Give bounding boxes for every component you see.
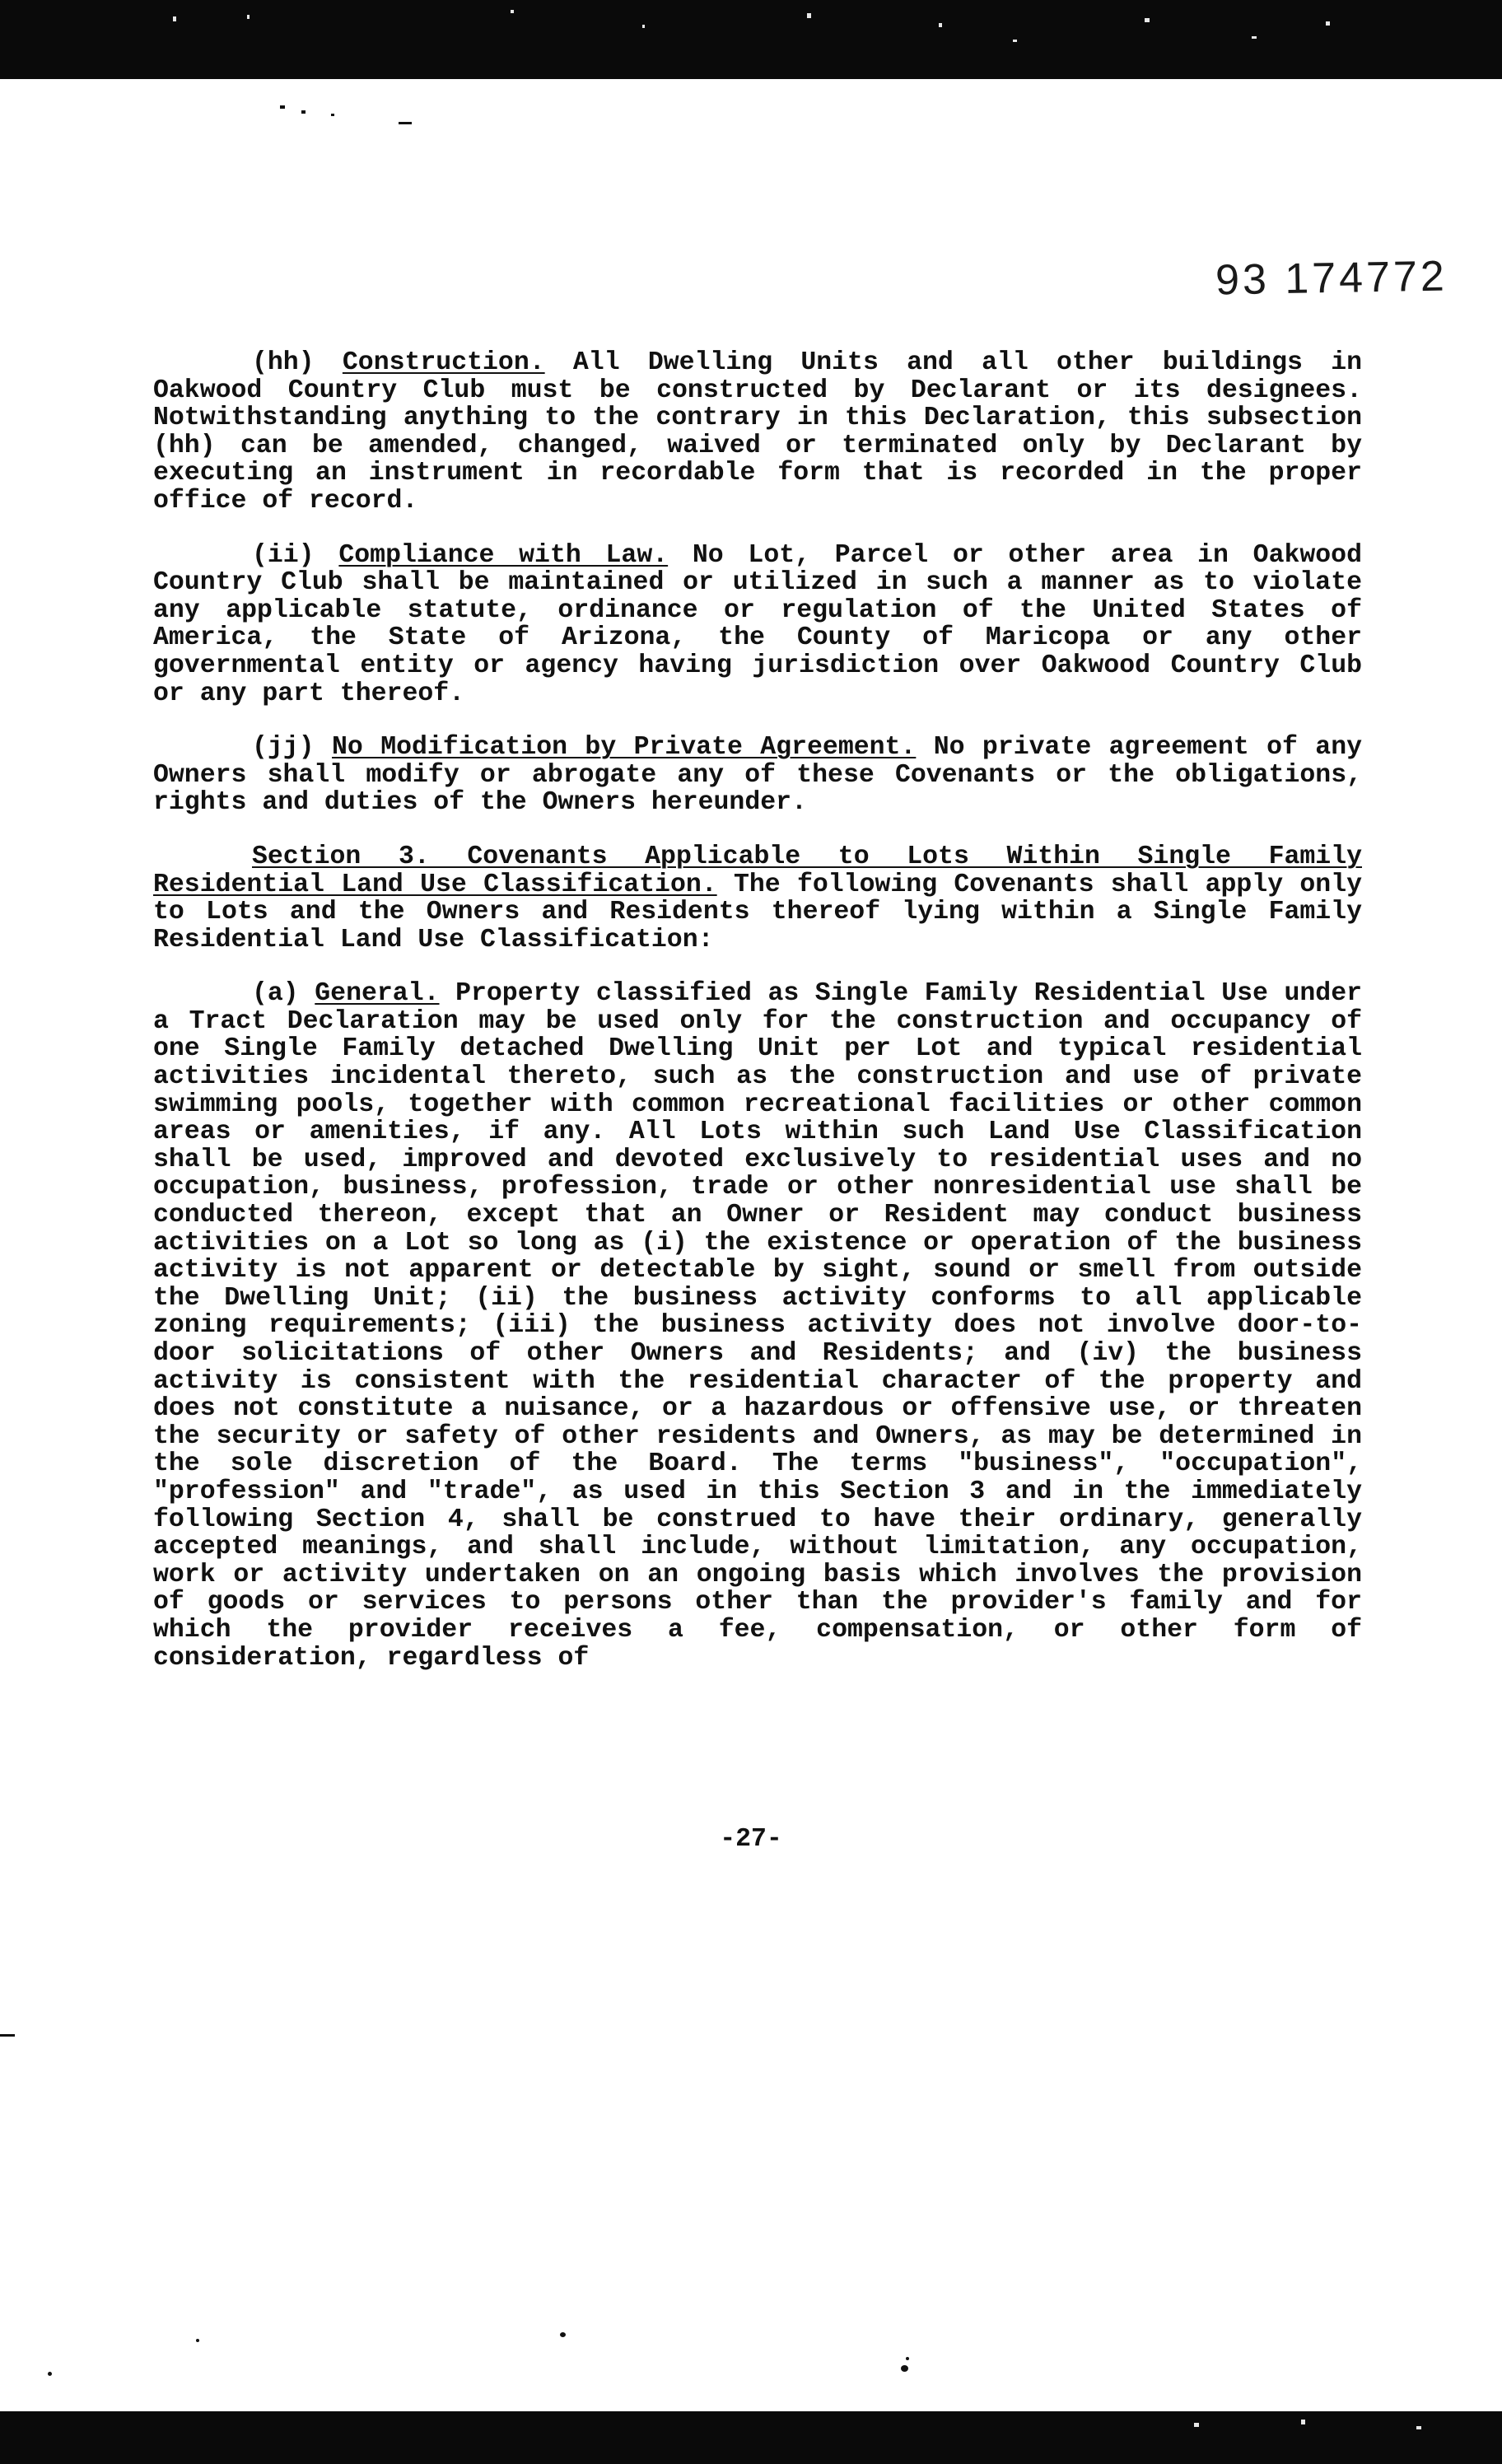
section-3-intro [153, 843, 1362, 954]
paragraph-ii [153, 542, 1362, 708]
paragraph-heading: Construction. [342, 348, 545, 377]
scan-mark [560, 2332, 566, 2337]
paragraph-heading: General. [315, 979, 440, 1009]
paragraph-lead: (ii) [252, 540, 315, 570]
scan-mark [906, 2357, 909, 2360]
scan-mark [399, 122, 412, 124]
scan-mark [48, 2372, 52, 2376]
paragraph-lead: (jj) [252, 733, 315, 763]
paragraph-lead: (a) [252, 979, 299, 1009]
scan-mark [331, 114, 334, 116]
scan-mark [901, 2365, 908, 2372]
paragraph-text: The following Covenants shall apply only to Lots and the Owners and Residents thereof lying within a Single Family Residential Land Use Classification: [153, 870, 1363, 954]
paragraph-text: All Dwelling Units and all other buildings in Oakwood Country Club must be constructed by Declarant or its designees. Notwithstanding anything to the contrary in this Declaration, this subsection (hh) can be amended, changed, waived or terminated only by Declarant by executing an instrument in recordable form that is recorded in the proper office of record. [153, 348, 1363, 516]
document-body [153, 349, 1362, 1698]
page-number: -27- [720, 1825, 782, 1854]
paragraph-text: No Lot, Parcel or other area in Oakwood Country Club shall be maintained or utilized in such a manner as to violate any applicable statute, ordinance or regulation of the United States of America, the State of Arizona, the County of Maricopa or any other governmental entity or agency having jurisdiction over Oakwood Country Club or any part thereof. [153, 540, 1362, 708]
paragraph-jj [153, 734, 1362, 817]
scan-border-top [0, 0, 1502, 79]
paragraph-a [153, 980, 1362, 1672]
paragraph-hh [153, 349, 1362, 516]
paragraph-heading: Compliance with Law. [338, 540, 669, 570]
section-heading: Section 3. Covenants Applicable to Lots Within Single Family Residential Land Use Classification. [153, 842, 1362, 899]
scan-mark [196, 2339, 199, 2342]
recording-number: 93 174772 [1215, 252, 1448, 305]
paragraph-heading: No Modification by Private Agreement. [332, 733, 917, 763]
paragraph-text: No private agreement of any Owners shall modify or abrogate any of these Covenants or the obligations, rights and duties of the Owners hereunder. [153, 733, 1363, 818]
scan-mark [0, 2034, 15, 2037]
paragraph-lead: (hh) [252, 348, 315, 377]
scan-mark [301, 110, 306, 114]
scan-mark [280, 105, 285, 109]
paragraph-text: Property classified as Single Family Residential Use under a Tract Declaration may be used only for the construction and occupancy of one Single Family detached Dwelling Unit per Lot and typical residential activities incidental thereto, such as the construction and use of private swimming pools, together with common recreational facilities or other common areas or amenities, if any. All Lots within such Land Use Classification shall be used, improved and devoted exclusively to residential uses and no occupation, business, profession, trade or other nonresidential use shall be conducted thereon, except that an Owner or Resident may conduct business activities on a Lot so long as (i) the existence or operation of the business activity is not apparent or detectable by sight, sound or smell from outside the Dwelling Unit; (ii) the business activity conforms to all applicable zoning requirements; (iii) the business activity does not involve door-to-door solicitations of other Owners and Residents; and (iv) the business activity is consistent with the residential character of the property and does not constitute a nuisance, or a hazardous or offensive use, or threaten the security or safety of other residents and Owners, as may be determined in the sole discretion of the Board. The terms "business", "occupation", "profession" and "trade", as used in this Section 3 and in the immediately following Section 4, shall be construed to have their ordinary, generally accepted meanings, and shall include, without limitation, any occupation, work or activity undertaken on an ongoing basis which involves the provision of goods or services to persons other than the provider's family and for which the provider receives a fee, compensation, or other form of consideration, regardless of [153, 979, 1363, 1673]
scan-border-bottom [0, 2411, 1502, 2464]
